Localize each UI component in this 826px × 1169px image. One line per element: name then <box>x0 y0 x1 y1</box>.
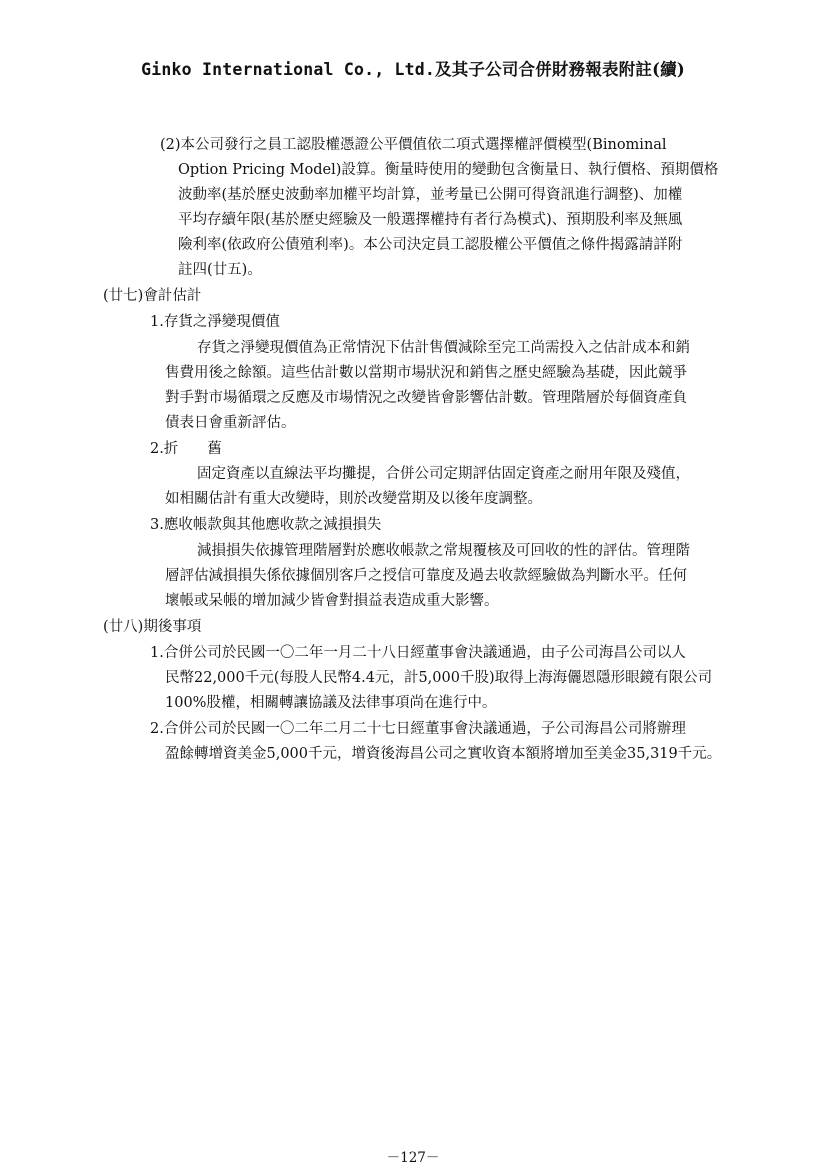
page-number: －127－ <box>386 1150 440 1166</box>
impairment-text-line: 減損損失依據管理階層對於應收帳款之常規覆核及可回收的性的評估。管理階 <box>197 543 690 559</box>
valuation-note-line: (2)本公司發行之員工認股權憑證公平價值依二項式選擇權評價模型(Binominal <box>160 137 667 153</box>
valuation-note-line: 險利率(依政府公債殖利率)。本公司決定員工認股權公平價值之條件揭露請詳附 <box>178 237 683 253</box>
inventory-text-line: 存貨之淨變現價值為正常情況下估計售價減除至完工尚需投入之估計成本和銷 <box>197 340 690 356</box>
valuation-note-line: 平均存續年限(基於歷史經驗及一般選擇權持有者行為模式)、預期股利率及無風 <box>178 212 683 228</box>
subsequent-event-2-line: 盈餘轉增資美金5,000千元，增資後海昌公司之實收資本額將增加至美金35,319千元。 <box>165 746 722 762</box>
valuation-note-line: 波動率(基於歷史波動率加權平均計算，並考量已公開可得資訊進行調整)、加權 <box>178 187 683 203</box>
subsequent-event-1-line: 民幣22,000千元(每股人民幣4.4元，計5,000千股)取得上海海儷恩隱形眼鏡有限公司 <box>165 670 713 686</box>
item-title-impairment: 3.應收帳款與其他應收款之減損損失 <box>150 517 382 533</box>
item-title-depreciation: 2.折 舊 <box>150 441 222 457</box>
inventory-text-line: 債表日會重新評估。 <box>165 415 296 431</box>
subsequent-event-2-line: 2.合併公司於民國一〇二年二月二十七日經董事會決議通過，子公司海昌公司將辦理 <box>150 721 686 737</box>
subsequent-event-1-line: 100%股權，相關轉讓協議及法律事項尚在進行中。 <box>165 695 497 711</box>
valuation-note-line: 註四(廿五)。 <box>178 262 262 278</box>
header-title: 及其子公司合併財務報表附註(續) <box>435 60 685 79</box>
subsequent-event-1-line: 1.合併公司於民國一〇二年一月二十八日經董事會決議通過，由子公司海昌公司以人 <box>150 645 686 661</box>
item-title-inventory: 1.存貨之淨變現價值 <box>150 314 280 330</box>
inventory-text-line: 對手對市場循環之反應及市場情況之改變皆會影響估計數。管理階層於每個資產負 <box>165 390 687 406</box>
impairment-text-line: 壞帳或呆帳的增加減少皆會對損益表造成重大影響。 <box>165 593 499 609</box>
page-header <box>0 56 826 80</box>
inventory-text-line: 售費用後之餘額。這些估計數以當期市場狀況和銷售之歷史經驗為基礎，因此競爭 <box>165 365 687 381</box>
section-heading-accounting-estimates: (廿七)會計估計 <box>103 288 202 304</box>
depreciation-text-line: 如相關估計有重大改變時，則於改變當期及以後年度調整。 <box>165 491 542 507</box>
depreciation-text-line: 固定資產以直線法平均攤提，合併公司定期評估固定資產之耐用年限及殘值， <box>197 466 690 482</box>
section-heading-subsequent-events: (廿八)期後事項 <box>103 619 202 635</box>
impairment-text-line: 層評估減損損失係依據個別客戶之授信可靠度及過去收款經驗做為判斷水平。任何 <box>165 568 687 584</box>
header-company-name: Ginko International Co., Ltd. <box>141 60 436 79</box>
valuation-note-line: Option Pricing Model)設算。衡量時使用的變動包含衡量日、執行價格、預期價格 <box>178 162 719 178</box>
